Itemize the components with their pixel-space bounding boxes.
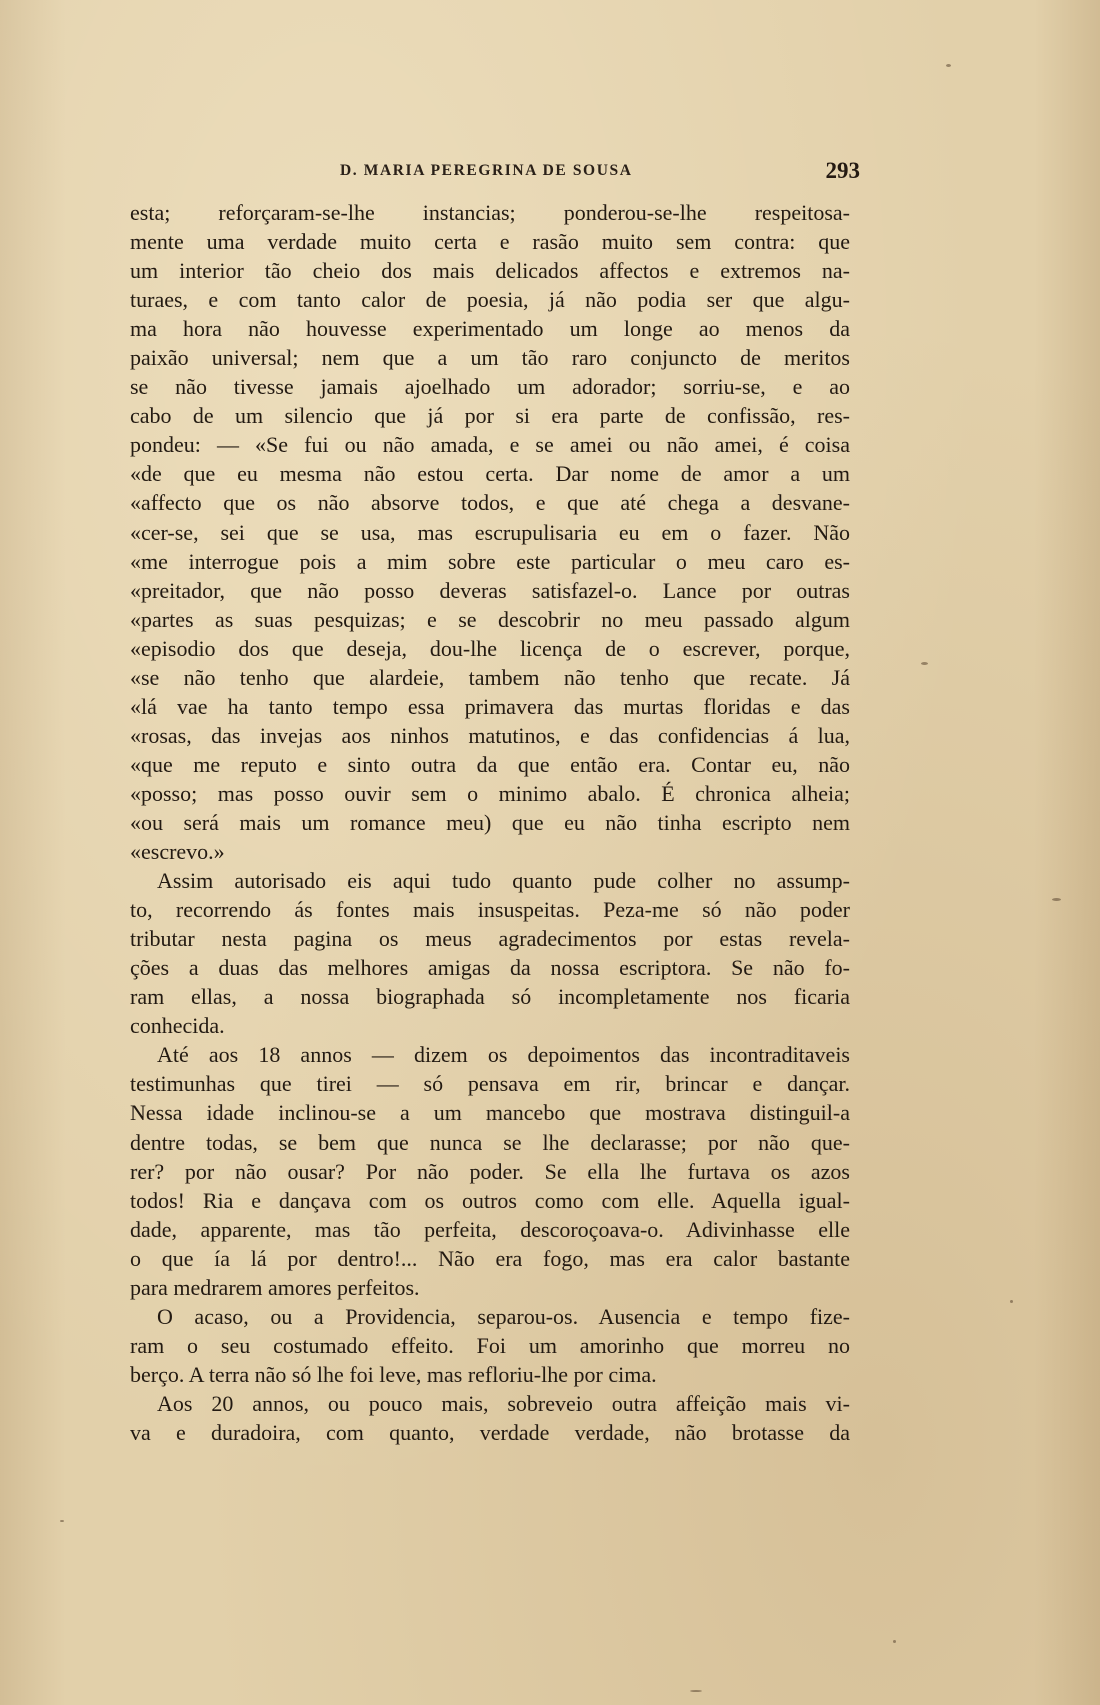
body-text xyxy=(130,198,850,1447)
text-line: um interior tão cheio dos mais delicados affectos e extremos na- xyxy=(130,258,850,284)
text-line: tributar nesta pagina os meus agradecimentos por estas revela- xyxy=(130,926,850,952)
text-line: ram ellas, a nossa biographada só incompletamente nos ficaria xyxy=(130,984,850,1010)
paper-speck xyxy=(1010,1300,1013,1303)
text-line: cabo de um silencio que já por si era parte de confissão, res- xyxy=(130,403,850,429)
text-line: «affecto que os não absorve todos, e que até chega a desvane- xyxy=(130,490,850,516)
text-line: «lá vae ha tanto tempo essa primavera das murtas floridas e das xyxy=(130,693,850,719)
text-line: pondeu: — «Se fui ou não amada, e se amei ou não amei, é coisa xyxy=(130,432,850,458)
text-line: berço. A terra não só lhe foi leve, mas refloriu-lhe por cima. xyxy=(130,1361,657,1387)
paragraph-start-line: O acaso, ou a Providencia, separou-os. Ausencia e tempo fize- xyxy=(157,1303,850,1329)
text-line: ções a duas das melhores amigas da nossa escriptora. Se não fo- xyxy=(130,955,850,981)
paragraph-start-line: Até aos 18 annos — dizem os depoimentos das incontraditaveis xyxy=(157,1042,850,1068)
text-line: «me interrogue pois a mim sobre este particular o meu caro es- xyxy=(130,548,850,574)
text-line: dentre todas, se bem que nunca se lhe declarasse; por não que- xyxy=(130,1129,850,1155)
text-line: para medrarem amores perfeitos. xyxy=(130,1274,420,1300)
paper-speck xyxy=(60,1520,64,1522)
text-line: testimunhas que tirei — só pensava em rir, brincar e dançar. xyxy=(130,1071,850,1097)
text-line: dade, apparente, mas tão perfeita, descoroçoava-o. Adivinhasse elle xyxy=(130,1216,850,1242)
text-line: «preitador, que não posso deveras satisfazel-o. Lance por outras xyxy=(130,577,850,603)
text-line: turaes, e com tanto calor de poesia, já não podia ser que algu- xyxy=(130,287,850,313)
text-line: «ou será mais um romance meu) que eu não tinha escripto nem xyxy=(130,809,850,835)
text-line: todos! Ria e dançava com os outros como com elle. Aquella igual- xyxy=(130,1187,850,1213)
text-line: «cer-se, sei que se usa, mas escrupulisaria eu em o fazer. Não xyxy=(130,519,850,545)
paper-speck xyxy=(921,662,928,665)
text-line: va e duradoira, com quanto, verdade verdade, não brotasse da xyxy=(130,1419,850,1445)
paper-speck xyxy=(1052,898,1061,901)
page-number: 293 xyxy=(825,158,860,183)
text-line: «posso; mas posso ouvir sem o minimo abalo. É chronica alheia; xyxy=(130,780,850,806)
text-line: Nessa idade inclinou-se a um mancebo que mostrava distinguil-a xyxy=(130,1100,850,1126)
text-line: paixão universal; nem que a um tão raro conjuncto de meritos xyxy=(130,345,850,371)
text-line: conhecida. xyxy=(130,1013,225,1039)
text-line: rer? por não ousar? Por não poder. Se ella lhe furtava os azos xyxy=(130,1158,850,1184)
text-line: «escrevo.» xyxy=(130,839,225,865)
text-line: mente uma verdade muito certa e rasão muito sem contra: que xyxy=(130,229,850,255)
text-line: «se não tenho que alardeie, tambem não tenho que recate. Já xyxy=(130,664,850,690)
text-line: se não tivesse jamais ajoelhado um adorador; sorriu-se, e ao xyxy=(130,374,850,400)
text-line: ma hora não houvesse experimentado um longe ao menos da xyxy=(130,316,850,342)
paragraph-start-line: Aos 20 annos, ou pouco mais, sobreveio outra affeição mais vi- xyxy=(157,1390,850,1416)
text-line: to, recorrendo ás fontes mais insuspeitas. Peza-me só não poder xyxy=(130,897,850,923)
text-line: esta; reforçaram-se-lhe instancias; ponderou-se-lhe respeitosa- xyxy=(130,200,850,225)
text-line: ram o seu costumado effeito. Foi um amorinho que morreu no xyxy=(130,1332,850,1358)
text-line: «rosas, das invejas aos ninhos matutinos, e das confidencias á lua, xyxy=(130,722,850,748)
text-line: «que me reputo e sinto outra da que então era. Contar eu, não xyxy=(130,751,850,777)
text-line: «episodio dos que deseja, dou-lhe licença de o escrever, porque, xyxy=(130,635,850,661)
paragraph-start-line: Assim autorisado eis aqui tudo quanto pude colher no assump- xyxy=(157,868,850,894)
paper-speck xyxy=(893,1640,896,1643)
page-header xyxy=(130,158,860,186)
paper-speck xyxy=(690,1690,702,1692)
paper-speck xyxy=(946,64,951,67)
text-line: «partes as suas pesquizas; e se descobrir no meu passado algum xyxy=(130,606,850,632)
text-line: o que ía lá por dentro!... Não era fogo, mas era calor bastante xyxy=(130,1245,850,1271)
running-head: D. MARIA PEREGRINA DE SOUSA xyxy=(340,162,633,179)
text-line: «de que eu mesma não estou certa. Dar nome de amor a um xyxy=(130,461,850,487)
